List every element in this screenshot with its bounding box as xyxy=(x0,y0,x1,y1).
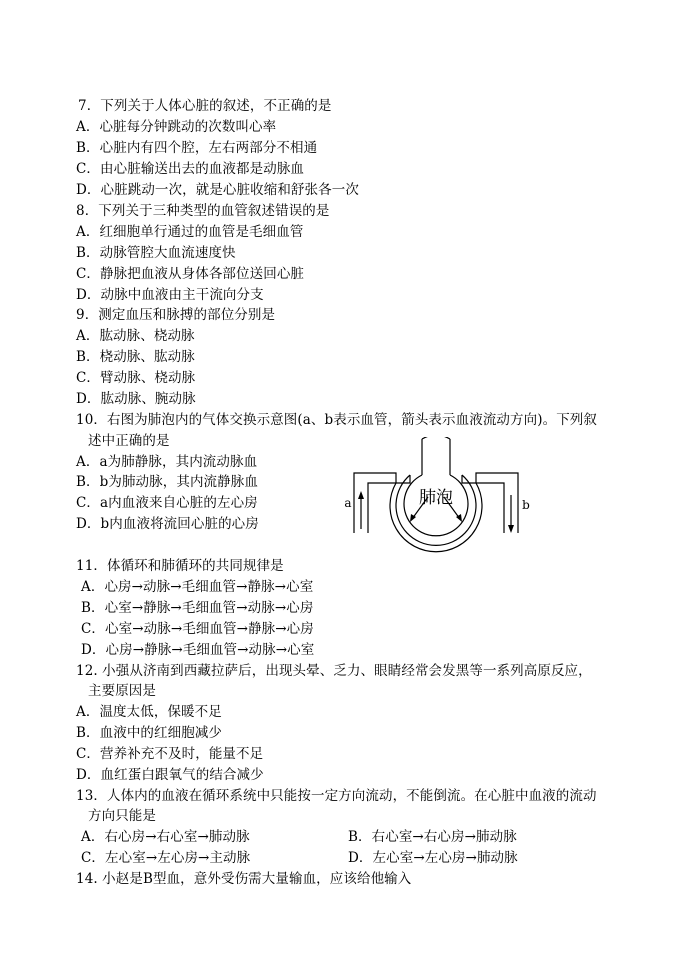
question-9-option-b: B．桡动脉、肱动脉 xyxy=(76,349,195,365)
question-12-stem-line1: 12. 小强从济南到西藏拉萨后，出现头晕、乏力、眼睛经常会发黑等一系列高原反应， xyxy=(76,663,592,679)
question-8-option-a: A．红细胞单行通过的血管是毛细血管 xyxy=(76,224,304,240)
question-7-option-a: A．心脏每分钟跳动的次数叫心率 xyxy=(76,119,277,135)
question-7-stem: 7．下列关于人体心脏的叙述，不正确的是 xyxy=(78,98,332,114)
question-9-stem: 9．测定血压和脉搏的部位分别是 xyxy=(76,307,276,323)
question-7-option-d: D．心脏跳动一次，就是心脏收缩和舒张各一次 xyxy=(76,182,359,198)
question-8-option-c: C．静脉把血液从身体各部位送回心脏 xyxy=(76,266,305,282)
question-12-option-b: B．血液中的红细胞减少 xyxy=(76,725,223,741)
question-7-option-b: B．心脏内有四个腔，左右两部分不相通 xyxy=(76,140,318,156)
question-10-stem-line2: 述中正确的是 xyxy=(88,433,170,449)
question-9-option-c: C．臂动脉、桡动脉 xyxy=(76,370,196,386)
arrow-b-head xyxy=(508,525,514,533)
question-10-option-a: A．a为肺静脉，其内流动脉血 xyxy=(76,454,258,470)
vessel-b-label: b xyxy=(522,498,530,512)
question-9-option-d: D．肱动脉、腕动脉 xyxy=(76,391,196,407)
question-11-option-d: D．心房→静脉→毛细血管→动脉→心室 xyxy=(81,642,315,658)
question-7-option-c: C．由心脏输送出去的血液都是动脉血 xyxy=(76,161,305,177)
capillary-inner-wall xyxy=(396,475,476,545)
question-11-option-a: A．心房→动脉→毛细血管→静脉→心室 xyxy=(81,579,314,595)
question-14-stem: 14. 小赵是B型血，意外受伤需大量输血，应该给他输入 xyxy=(76,871,412,887)
question-10-stem-line1: 10．右图为肺泡内的气体交换示意图(a、b表示血管，箭头表示血液流动方向)。下列叙 xyxy=(76,412,598,428)
question-13-option-d: D．左心室→左心房→肺动脉 xyxy=(348,850,518,866)
question-13-option-c: C．左心室→左心房→主动脉 xyxy=(81,850,251,866)
question-10-option-b: B．b为肺动脉，其内流静脉血 xyxy=(76,474,258,490)
question-13-stem-line2: 方向只能是 xyxy=(88,808,156,824)
question-11-stem: 11．体循环和肺循环的共同规律是 xyxy=(76,558,284,574)
question-13-option-a: A．右心房→右心室→肺动脉 xyxy=(81,829,250,845)
alveolus-label: 肺泡 xyxy=(419,488,453,508)
question-12-option-a: A．温度太低，保暖不足 xyxy=(76,704,222,720)
question-8-stem: 8．下列关于三种类型的血管叙述错误的是 xyxy=(76,203,330,219)
question-10-option-d: D．b内血液将流回心脏的心房 xyxy=(76,516,259,532)
alveolus-diagram-svg xyxy=(340,437,540,557)
arrow-a-head xyxy=(358,491,364,499)
bronchiole-top xyxy=(422,437,450,439)
question-11-option-c: C．心室→动脉→毛细血管→静脉→心房 xyxy=(81,621,314,637)
vessel-a-label: a xyxy=(344,496,352,510)
alveolus-gas-exchange-diagram xyxy=(340,437,540,557)
question-13-option-b: B．右心室→右心房→肺动脉 xyxy=(348,829,517,845)
question-12-option-c: C．营养补充不及时，能量不足 xyxy=(76,746,264,762)
question-11-option-b: B．心室→静脉→毛细血管→动脉→心房 xyxy=(81,600,314,616)
question-10-option-c: C．a内血液来自心脏的左心房 xyxy=(76,495,258,511)
question-8-option-d: D．动脉中血液由主干流向分支 xyxy=(76,287,264,303)
question-12-option-d: D．血红蛋白跟氧气的结合减少 xyxy=(76,767,264,783)
question-12-stem-line2: 主要原因是 xyxy=(88,683,156,699)
question-8-option-b: B．动脉管腔大血流速度快 xyxy=(76,245,236,261)
question-9-option-a: A．肱动脉、桡动脉 xyxy=(76,328,195,344)
question-13-stem-line1: 13．人体内的血液在循环系统中只能按一定方向流动，不能倒流。在心脏中血液的流动 xyxy=(76,788,597,804)
